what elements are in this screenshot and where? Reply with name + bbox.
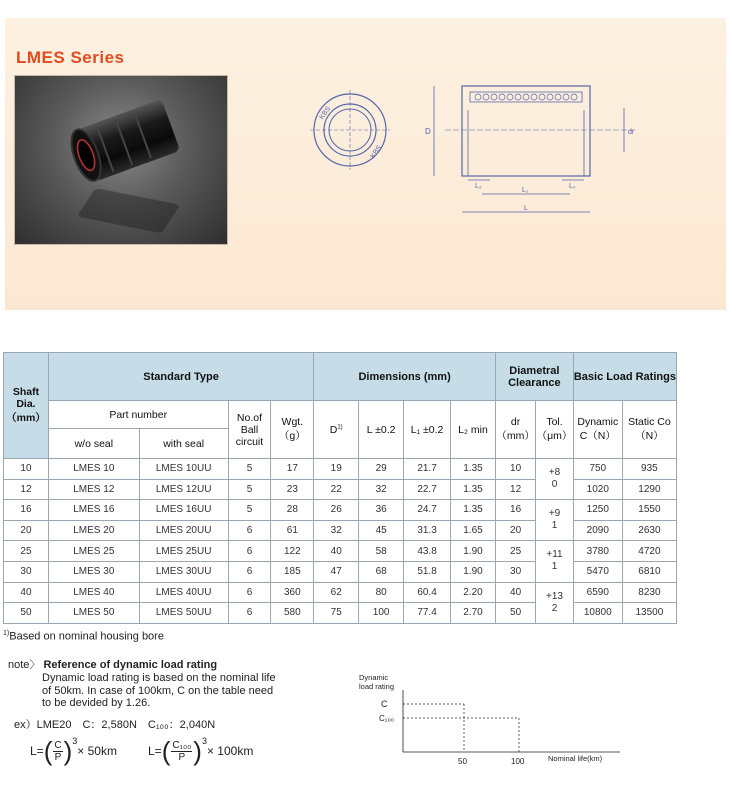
table-cell: 750	[573, 459, 622, 480]
table-cell: 10800	[573, 603, 622, 624]
table-cell: 580	[271, 603, 314, 624]
table-cell: 12	[495, 479, 535, 500]
table-cell: LMES 30UU	[139, 561, 228, 582]
table-cell: 6	[228, 582, 271, 603]
col-dynamic-header: Dynamic C（N）	[573, 401, 622, 459]
table-cell: 21.7	[404, 459, 451, 480]
table-cell: 16	[4, 500, 49, 521]
note-line: of 50km. In case of 100km, C on the table need	[42, 684, 274, 697]
table-cell: 360	[271, 582, 314, 603]
table-cell: 22.7	[404, 479, 451, 500]
table-cell: 68	[359, 561, 404, 582]
tolerance-cell: +8 0	[536, 459, 574, 500]
table-row	[4, 561, 677, 582]
table-cell: 80	[359, 582, 404, 603]
with-seal-header: with seal	[139, 429, 228, 459]
table-cell: 25	[4, 541, 49, 562]
col-static-header: Static Co（N）	[622, 401, 676, 459]
table-cell: 5	[228, 479, 271, 500]
label-L: L	[524, 205, 528, 212]
table-row	[4, 582, 677, 603]
note-line: Dynamic load rating is based on the nominal life	[42, 672, 276, 684]
table-cell: 6590	[573, 582, 622, 603]
graph-xlabel: Nominal life(km)	[548, 754, 603, 763]
table-row	[4, 479, 677, 500]
table-cell: 22	[314, 479, 359, 500]
load-ratings-header: Basic Load Ratings	[573, 353, 676, 401]
table-cell: 10	[4, 459, 49, 480]
table-cell: 30	[495, 561, 535, 582]
table-cell: 40	[495, 582, 535, 603]
table-cell: 5	[228, 500, 271, 521]
table-cell: 122	[271, 541, 314, 562]
table-cell: 58	[359, 541, 404, 562]
tolerance-cell: +9 1	[536, 500, 574, 541]
col-dr-header: dr （mm）	[495, 401, 535, 459]
table-cell: 62	[314, 582, 359, 603]
clearance-header: Diametral Clearance	[495, 353, 573, 401]
table-cell: LMES 10UU	[139, 459, 228, 480]
table-cell: 17	[271, 459, 314, 480]
table-cell: 3780	[573, 541, 622, 562]
table-cell: 4720	[622, 541, 676, 562]
note-label: note〉	[8, 659, 41, 671]
table-cell: 51.8	[404, 561, 451, 582]
table-cell: 1250	[573, 500, 622, 521]
table-cell: 1.35	[451, 479, 496, 500]
table-row	[4, 500, 677, 521]
table-cell: 26	[314, 500, 359, 521]
dynamic-load-note	[8, 656, 328, 710]
table-cell: LMES 16UU	[139, 500, 228, 521]
table-cell: 1.65	[451, 520, 496, 541]
table-cell: 1.90	[451, 561, 496, 582]
table-cell: 29	[359, 459, 404, 480]
table-cell: 10	[495, 459, 535, 480]
label-L2-right: L₂	[569, 183, 576, 190]
tolerance-cell: +13 2	[536, 582, 574, 623]
label-L2-left: L₂	[475, 183, 482, 190]
table-cell: 28	[271, 500, 314, 521]
end-view-drawing	[305, 90, 405, 170]
table-cell: LMES 25	[48, 541, 139, 562]
table-cell: 6810	[622, 561, 676, 582]
graph-x-tick-50: 50	[458, 757, 467, 766]
col-L1-header: L₁ ±0.2	[404, 401, 451, 459]
table-cell: LMES 25UU	[139, 541, 228, 562]
graph-y-tick-c: C	[381, 699, 388, 709]
table-cell: 1.90	[451, 541, 496, 562]
table-cell: 1290	[622, 479, 676, 500]
stamp-top: KBS	[318, 105, 333, 121]
table-cell: 185	[271, 561, 314, 582]
table-cell: 5470	[573, 561, 622, 582]
page-title: LMES Series	[16, 48, 125, 67]
bearing-photo-illustration	[15, 76, 228, 245]
table-cell: LMES 20UU	[139, 520, 228, 541]
table-cell: 16	[495, 500, 535, 521]
col-tol-header: Tol. （μm）	[536, 401, 574, 459]
dimensions-header: Dimensions (mm)	[314, 353, 496, 401]
example-line: ex）LME20 C：2,580N C₁₀₀：2,040N	[14, 719, 216, 731]
table-cell: 43.8	[404, 541, 451, 562]
table-cell: 8230	[622, 582, 676, 603]
table-cell: 50	[4, 603, 49, 624]
table-cell: 6	[228, 520, 271, 541]
graph-x-tick-100: 100	[511, 757, 525, 766]
table-cell: 47	[314, 561, 359, 582]
table-cell: 935	[622, 459, 676, 480]
table-cell: 50	[495, 603, 535, 624]
tolerance-cell: +11 1	[536, 541, 574, 582]
table-row	[4, 541, 677, 562]
table-cell: 36	[359, 500, 404, 521]
table-cell: LMES 10	[48, 459, 139, 480]
table-row	[4, 603, 677, 624]
table-cell: 6	[228, 541, 271, 562]
table-cell: 40	[314, 541, 359, 562]
table-row	[4, 459, 677, 480]
label-D: D	[425, 127, 431, 136]
col-L2-header: L₂ min	[451, 401, 496, 459]
table-cell: 6	[228, 603, 271, 624]
table-cell: 13500	[622, 603, 676, 624]
graph-y-tick-c100: C₁₀₀	[379, 714, 395, 723]
table-cell: 75	[314, 603, 359, 624]
table-cell: 12	[4, 479, 49, 500]
table-cell: LMES 12	[48, 479, 139, 500]
table-cell: 40	[4, 582, 49, 603]
table-cell: 30	[4, 561, 49, 582]
wo-seal-header: w/o seal	[48, 429, 139, 459]
load-life-graph	[355, 670, 625, 770]
table-cell: 25	[495, 541, 535, 562]
table-cell: 31.3	[404, 520, 451, 541]
table-cell: 2.20	[451, 582, 496, 603]
table-cell: LMES 12UU	[139, 479, 228, 500]
table-cell: 1550	[622, 500, 676, 521]
table-cell: 19	[314, 459, 359, 480]
table-cell: 1.35	[451, 500, 496, 521]
table-cell: 6	[228, 561, 271, 582]
note-heading: Reference of dynamic load rating	[43, 659, 218, 671]
table-cell: 60.4	[404, 582, 451, 603]
weight-header: Wgt.（g）	[271, 401, 314, 459]
standard-type-header: Standard Type	[48, 353, 313, 401]
product-photo	[14, 75, 228, 245]
table-cell: 1.35	[451, 459, 496, 480]
table-cell: 2630	[622, 520, 676, 541]
graph-ylabel-2: load rating	[359, 682, 395, 691]
table-cell: 24.7	[404, 500, 451, 521]
table-cell: 45	[359, 520, 404, 541]
table-row	[4, 520, 677, 541]
life-formula-50km: L= ( $\frac{C}{P}$ ) 3 × 50km	[30, 736, 117, 766]
table-cell: 2.70	[451, 603, 496, 624]
table-cell: LMES 50UU	[139, 603, 228, 624]
col-D-header: $D^{1)}$	[314, 401, 359, 459]
table-cell: 20	[495, 520, 535, 541]
stamp-bottom: KBS	[369, 144, 384, 160]
table-cell: LMES 16	[48, 500, 139, 521]
table-cell: 23	[271, 479, 314, 500]
table-cell: 77.4	[404, 603, 451, 624]
label-L1: L₁	[522, 187, 529, 194]
life-formula-100km: L= ( $\frac{\text{C₁₀₀}}{P}$ ) 3 × 100km	[148, 736, 254, 766]
table-cell: LMES 50	[48, 603, 139, 624]
shaft-dia-header: Shaft Dia.（mm）	[4, 353, 49, 459]
table-cell: 20	[4, 520, 49, 541]
table-cell: 32	[314, 520, 359, 541]
part-number-header: Part number	[48, 401, 228, 429]
graph-ylabel-1: Dynamic	[359, 673, 389, 682]
label-dr: dr	[628, 129, 635, 136]
ball-circuit-header: No.of Ball circuit	[228, 401, 271, 459]
table-cell: LMES 20	[48, 520, 139, 541]
table-cell: 2090	[573, 520, 622, 541]
table-cell: 100	[359, 603, 404, 624]
specification-table	[3, 352, 677, 624]
table-cell: 5	[228, 459, 271, 480]
table-cell: 61	[271, 520, 314, 541]
col-L-header: L ±0.2	[359, 401, 404, 459]
note-line: to be devided by 1.26.	[42, 697, 151, 709]
side-view-drawing	[420, 80, 650, 225]
table-cell: LMES 40	[48, 582, 139, 603]
table-cell: 32	[359, 479, 404, 500]
table-cell: LMES 30	[48, 561, 139, 582]
table-cell: 1020	[573, 479, 622, 500]
table-cell: LMES 40UU	[139, 582, 228, 603]
footnote: $^{1)}$Based on nominal housing bore	[3, 630, 164, 643]
